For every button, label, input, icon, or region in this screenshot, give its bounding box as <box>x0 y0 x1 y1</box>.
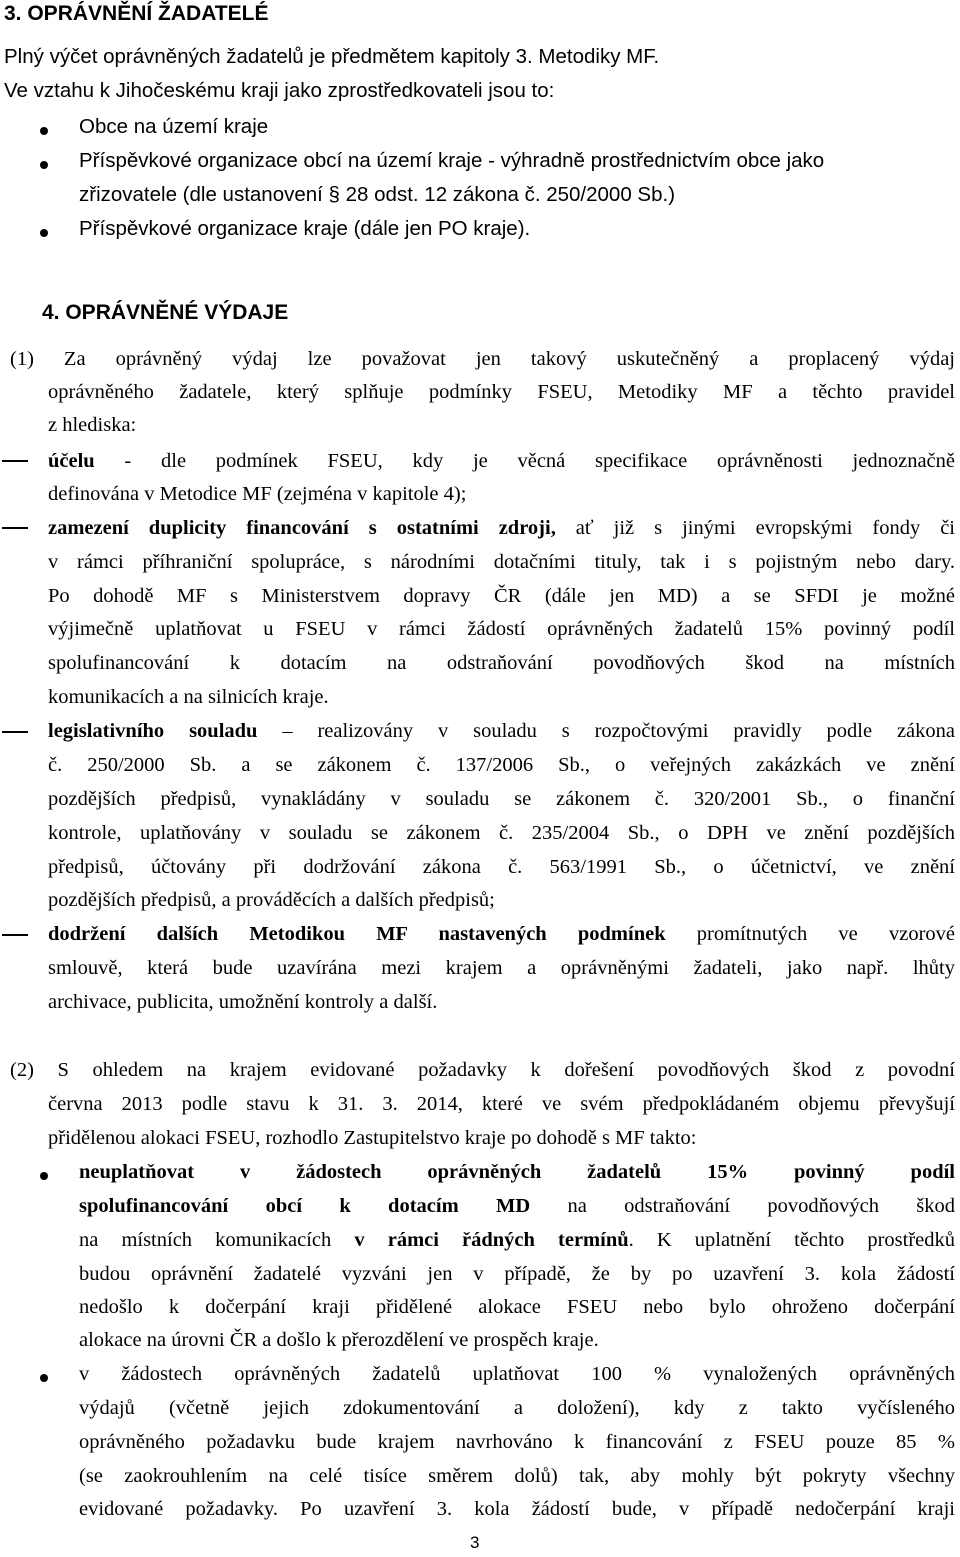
dash-item-continuation: spolufinancování k dotacím na odstraňování povodňových škod na místních <box>48 652 955 674</box>
list-item-continuation: evidované požadavky. Po uzavření 3. kola žádostí bude, v případě nedočerpání kraji <box>79 1498 955 1520</box>
dash-item-continuation: v rámci příhraniční spolupráce, s národními dotačními tituly, tak i s pojistným nebo dary. <box>48 551 955 573</box>
list-item-continuation: oprávněného požadavku bude krajem navrhováno k financování z FSEU pouze 85 % <box>79 1431 955 1453</box>
list-item-continuation: zřizovatele (dle ustanovení § 28 odst. 12 zákona č. 250/2000 Sb.) <box>79 183 676 206</box>
dash-item-continuation: archivace, publicita, umožnění kontroly a další. <box>48 991 438 1013</box>
list-item: neuplatňovat v žádostech oprávněných žadatelů 15% povinný podíl <box>79 1161 955 1183</box>
bullet-icon <box>40 161 48 169</box>
dash-icon <box>2 731 28 733</box>
bullet-icon <box>40 1374 48 1382</box>
page-number: 3 <box>470 1533 480 1552</box>
list-item: Příspěvkové organizace kraje (dále jen PO kraje). <box>79 217 531 240</box>
paragraph-1-line: (1) Za oprávněný výdaj lze považovat jen takový uskutečněný a proplacený výdaj <box>10 348 955 370</box>
dash-item-bold: legislativního souladu <box>48 720 258 742</box>
dash-item-bold: účelu <box>48 450 95 472</box>
dash-item-text: – realizovány v souladu s rozpočtovými pravidly podle zákona <box>257 720 956 742</box>
dash-item <box>48 919 955 949</box>
dash-item-continuation: č. 250/2000 Sb. a se zákonem č. 137/2006 Sb., o veřejných zakázkách ve znění <box>48 754 955 776</box>
list-item: v žádostech oprávněných žadatelů uplatňovat 100 % vynaložených oprávněných <box>79 1363 955 1385</box>
dash-item-continuation: kontrole, uplatňovány v souladu se zákonem č. 235/2004 Sb., o DPH ve znění pozdějších <box>48 822 955 844</box>
list-item-bold: spolufinancování obcí k dotacím MD <box>79 1195 531 1217</box>
list-item-continuation <box>79 1191 955 1221</box>
dash-item <box>48 513 955 543</box>
paragraph-2-line: přidělenou alokaci FSEU, rozhodlo Zastupitelstvo kraje po dohodě s MF takto: <box>48 1127 697 1149</box>
dash-icon <box>2 527 28 529</box>
dash-item-text: promítnutých ve vzorové <box>665 923 955 945</box>
paragraph-1-line: z hlediska: <box>48 414 137 436</box>
dash-item-continuation: smlouvě, která bude uzavírána mezi krajem a oprávněnými žadateli, jako např. lhůty <box>48 957 955 979</box>
dash-item-bold: zamezení duplicity financování s ostatními zdroji, <box>48 517 556 539</box>
list-item-bold: v rámci řádných termínů <box>354 1229 629 1251</box>
list-item-continuation: (se zaokrouhlením na celé tisíce směrem dolů) tak, aby mohly být pokryty všechny <box>79 1465 955 1487</box>
dash-item-continuation: výjimečně uplatňovat u FSEU v rámci žádostí oprávněných žadatelů 15% povinný podíl <box>48 618 955 640</box>
list-item: Obce na území kraje <box>79 115 269 138</box>
section-3-paragraph: Plný výčet oprávněných žadatelů je předmětem kapitoly 3. Metodiky MF. <box>4 45 660 68</box>
paragraph-2-line: června 2013 podle stavu k 31. 3. 2014, které ve svém předpokládaném objemu převyšují <box>48 1093 955 1115</box>
section-4-heading: 4. OPRÁVNĚNÉ VÝDAJE <box>42 301 289 324</box>
list-item-continuation: nedošlo k dočerpání kraji přidělené alokace FSEU nebo bylo ohroženo dočerpání <box>79 1296 955 1318</box>
dash-item-continuation: Po dohodě MF s Ministerstvem dopravy ČR (dále jen MD) a se SFDI je možné <box>48 585 955 607</box>
section-3-paragraph: Ve vztahu k Jihočeskému kraji jako zprostředkovateli jsou to: <box>4 79 555 102</box>
bullet-icon <box>40 229 48 237</box>
list-item: Příspěvkové organizace obcí na území kraje - výhradně prostřednictvím obce jako <box>79 149 825 172</box>
dash-item-continuation: komunikacích a na silnicích kraje. <box>48 686 329 708</box>
dash-item-text: ať již s jinými evropskými fondy či <box>555 517 955 539</box>
dash-icon <box>2 460 28 462</box>
section-3-heading: 3. OPRÁVNĚNÍ ŽADATELÉ <box>4 2 269 25</box>
list-item-continuation: výdajů (včetně jejich zdokumentování a doložení), kdy z takto vyčísleného <box>79 1397 955 1419</box>
dash-item-bold: dodržení dalších Metodikou MF nastavených podmínek <box>48 923 666 945</box>
dash-item <box>48 716 955 746</box>
list-item-continuation: alokace na úrovni ČR a došlo k přerozdělení ve prospěch kraje. <box>79 1329 599 1351</box>
bullet-icon <box>40 127 48 135</box>
paragraph-1-line: oprávněného žadatele, který splňuje podmínky FSEU, Metodiky MF a těchto pravidel <box>48 381 955 403</box>
list-item-text: . K uplatnění těchto prostředků <box>628 1229 955 1251</box>
dash-item-continuation: předpisů, účtovány při dodržování zákona č. 563/1991 Sb., o účetnictví, ve znění <box>48 856 955 878</box>
list-item-continuation <box>79 1225 955 1255</box>
list-item-continuation: budou oprávnění žadatelé vyzváni jen v případě, že by po uzavření 3. kola žádostí <box>79 1263 955 1285</box>
paragraph-2-line: (2) S ohledem na krajem evidované požadavky k dořešení povodňových škod z povodní <box>10 1059 955 1081</box>
dash-item-text: - dle podmínek FSEU, kdy je věcná specifikace oprávněnosti jednoznačně <box>94 450 955 472</box>
dash-icon <box>2 934 28 936</box>
dash-item-continuation: pozdějších předpisů, vynakládány v souladu se zákonem č. 320/2001 Sb., o finanční <box>48 788 955 810</box>
list-item-text: na místních komunikacích <box>79 1229 355 1251</box>
dash-item-continuation: definována v Metodice MF (zejména v kapitole 4); <box>48 483 467 505</box>
bullet-icon <box>40 1172 48 1180</box>
list-item-text: na odstraňování povodňových škod <box>530 1195 955 1217</box>
dash-item-continuation: pozdějších předpisů, a prováděcích a dalších předpisů; <box>48 889 495 911</box>
dash-item <box>48 446 955 476</box>
